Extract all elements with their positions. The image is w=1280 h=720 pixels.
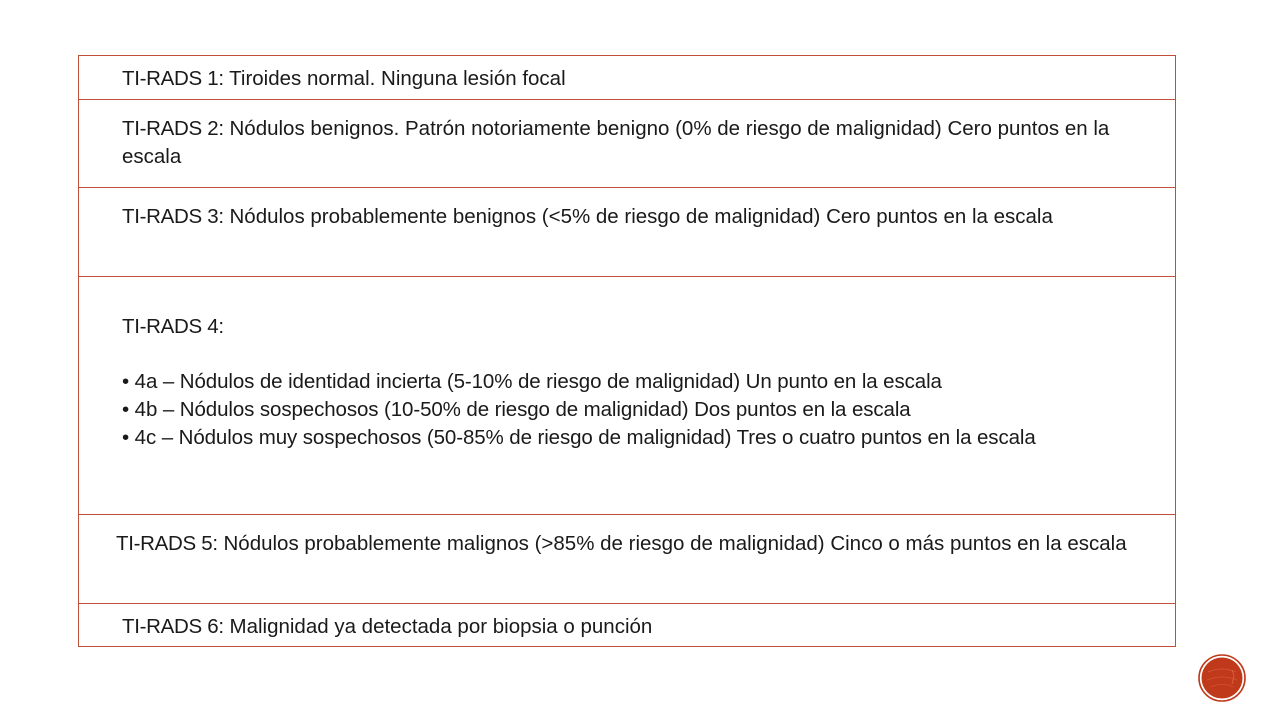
circular-logo-icon <box>1198 654 1246 702</box>
tirads-row-4 <box>79 276 1175 514</box>
tirads-row-6-title: TI-RADS 6: <box>122 615 224 638</box>
tirads-row-3-title: TI-RADS 3: <box>122 205 224 228</box>
tirads-row-3-text <box>122 203 1161 231</box>
tirads-row-2-text <box>122 115 1161 171</box>
tirads-row-4-text <box>122 313 1161 452</box>
tirads-row-3 <box>79 187 1175 276</box>
tirads-row-5-text <box>116 530 1161 558</box>
tirads-table <box>78 55 1176 647</box>
tirads-row-6 <box>79 603 1175 647</box>
tirads-row-2-title: TI-RADS 2: <box>122 117 224 140</box>
tirads-row-3-desc: Nódulos probablemente benignos (<5% de riesgo de malignidad) Cero puntos en la escala <box>223 205 1053 228</box>
tirads-row-6-text <box>122 613 1161 641</box>
tirads-row-5-desc: Nódulos probablemente malignos (>85% de riesgo de malignidad) Cinco o más puntos en la escala <box>217 532 1127 555</box>
tirads-4c-item: • 4c – Nódulos muy sospechosos (50-85% de riesgo de malignidad) Tres o cuatro puntos en la escala <box>122 426 1036 449</box>
tirads-row-1 <box>79 55 1175 99</box>
tirads-row-1-desc: Tiroides normal. Ninguna lesión focal <box>223 67 566 90</box>
tirads-4a-item: • 4a – Nódulos de identidad incierta (5-10% de riesgo de malignidad) Un punto en la escala <box>122 370 942 393</box>
tirads-row-1-text <box>122 65 1161 93</box>
tirads-row-2-desc: Nódulos benignos. Patrón notoriamente benigno (0% de riesgo de malignidad) Cero puntos en la escala <box>122 117 1110 168</box>
tirads-row-5-title: TI-RADS 5: <box>116 532 218 555</box>
tirads-row-6-desc: Malignidad ya detectada por biopsia o punción <box>223 615 653 638</box>
tirads-row-2 <box>79 99 1175 187</box>
tirads-row-4-title: TI-RADS 4: <box>122 315 224 338</box>
tirads-row-1-title: TI-RADS 1: <box>122 67 224 90</box>
tirads-4-subcategory-list <box>122 368 1161 452</box>
tirads-row-5 <box>79 514 1175 603</box>
tirads-4b-item: • 4b – Nódulos sospechosos (10-50% de riesgo de malignidad) Dos puntos en la escala <box>122 398 911 421</box>
logo-fill <box>1202 658 1243 699</box>
